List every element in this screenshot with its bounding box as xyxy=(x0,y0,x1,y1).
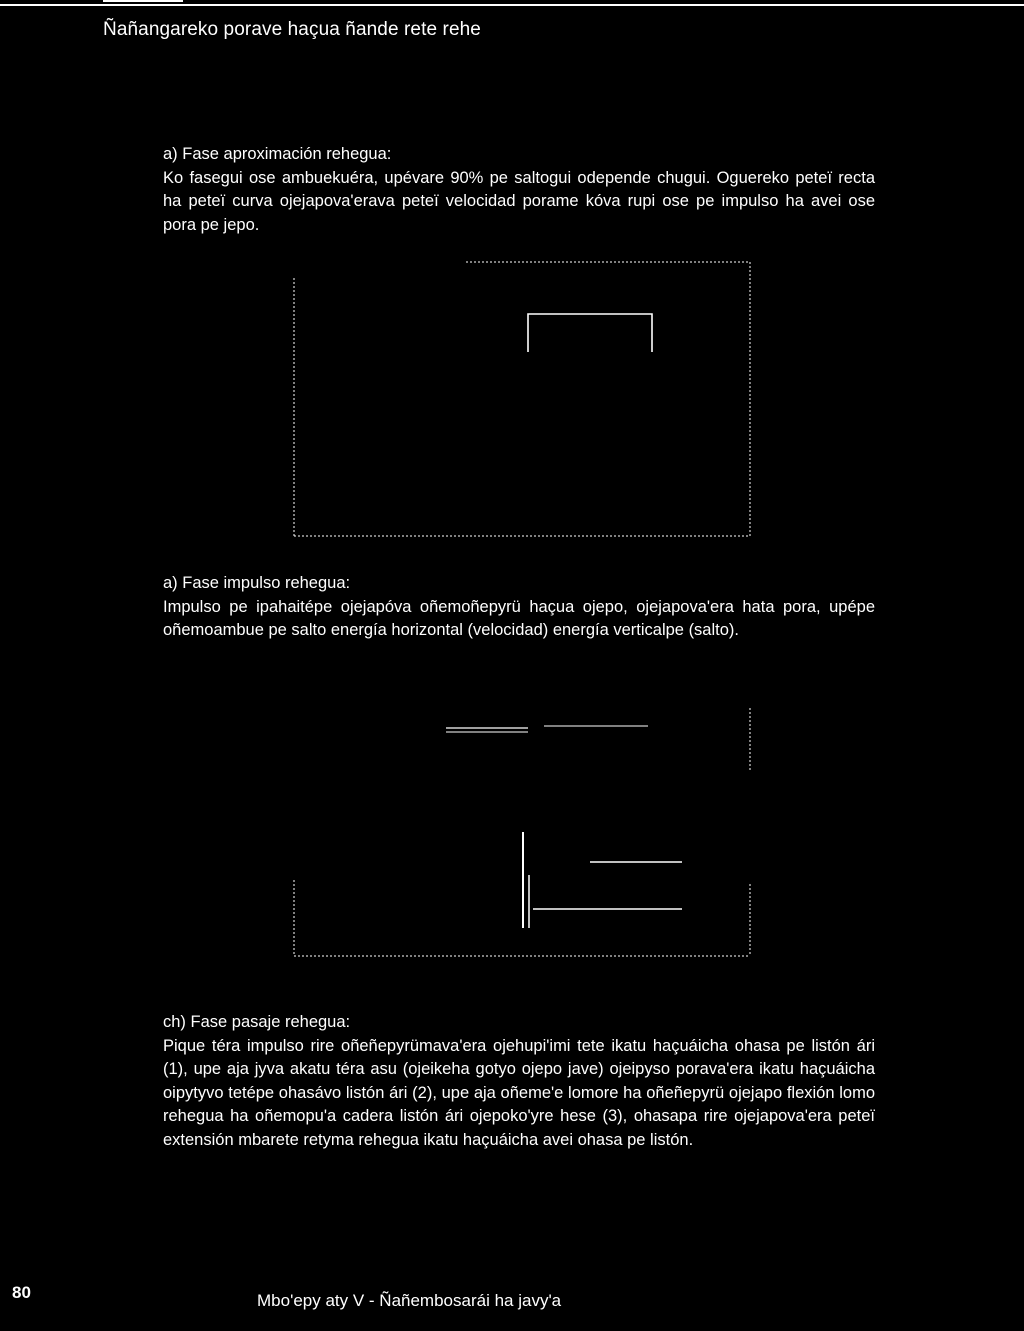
section-passage xyxy=(163,1011,875,1152)
top-rule xyxy=(0,4,1024,6)
top-rule-tick xyxy=(103,0,183,2)
section-approach xyxy=(163,143,875,237)
section-heading: ch) Fase pasaje rehegua: xyxy=(163,1013,351,1031)
section-impulse xyxy=(163,572,875,643)
section-heading: a) Fase impulso rehegua: xyxy=(163,574,351,592)
high-jump-bar-outline xyxy=(528,314,652,352)
section-heading: a) Fase aproximación rehegua: xyxy=(163,145,392,163)
footer-chapter: Mbo'epy aty V - Ñañembosarái ha javy'a xyxy=(257,1291,562,1310)
section-body: Ko fasegui ose ambuekuéra, upévare 90% pe saltogui odepende chugui. Oguereko peteï recta ha peteï curva ojejapova'erava peteï velocidad porame kóva rupi ose pe impulso ha avei ose pora pe jepo. xyxy=(163,168,875,234)
section-body: Pique téra impulso rire oñeñepyrümava'era ojehupi'imi tete ikatu haçuáicha ohasa pe listón ári (1), upe aja jyva akatu téra asu (ojeikeha gotyo ojepo jave) ojeipyso porava'era ikatu haçuáicha oipytyvo tetépe ohasávo listón ári (2), upe aja oñeme'e lomore ha oñeñepyrü ojejapo flexión lomo rehegua ha oñemopu'a cadera listón ári ojepoko'yre hese (3), ohasapa rire ojejapova'era peteï extensión mbarete retyma rehegua ikatu haçuáicha avei ohasa pe listón. xyxy=(163,1036,875,1149)
page-header-title: Ñañangareko porave haçua ñande rete rehe xyxy=(103,19,481,40)
section-body: Impulso pe ipahaitépe ojejapóva oñemoñepyrü haçua ojepo, ojejapova'era hata pora, upépe oñemoambue pe salto energía horizontal (velocidad) energía verticalpe (salto). xyxy=(163,597,875,639)
page-number: 80 xyxy=(12,1283,31,1302)
impulse-figure xyxy=(290,700,760,960)
approach-figure xyxy=(290,258,760,540)
